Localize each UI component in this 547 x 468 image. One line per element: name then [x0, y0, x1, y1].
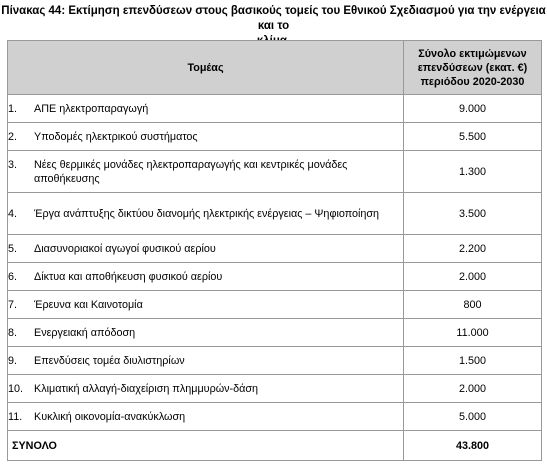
table-row: [8, 291, 542, 319]
total-value: 43.800: [404, 431, 542, 461]
sector-label: Υποδομές ηλεκτρικού συστήματος: [34, 130, 198, 143]
sector-label: Κλιματική αλλαγή-διαχείριση πλημμυρών-δάση: [34, 382, 259, 395]
row-number: 5.: [8, 242, 18, 255]
table-row: [8, 403, 542, 431]
table-row: [8, 319, 542, 347]
sector-cell: [8, 95, 404, 123]
value-cell: 5.500: [404, 123, 542, 151]
sector-cell: [8, 123, 404, 151]
sector-label: Διασυνοριακοί αγωγοί φυσικού αερίου: [34, 242, 216, 255]
sector-label: Έρευνα και Καινοτομία: [34, 298, 143, 311]
total-row: [8, 431, 542, 461]
value-cell: 1.300: [404, 151, 542, 193]
table-row: [8, 235, 542, 263]
row-number: 9.: [8, 354, 18, 367]
header-row: [8, 41, 542, 95]
sector-cell: [8, 375, 404, 403]
value-header-line-2: επενδύσεων (εκατ. €): [417, 61, 528, 74]
sector-label: Ενεργειακή απόδοση: [34, 326, 136, 339]
row-number: 6.: [8, 270, 18, 283]
row-number: 3.: [8, 158, 18, 171]
caption-line-1: Πίνακας 44: Εκτίμηση επενδύσεων στους βασικούς τομείς του Εθνικού Σχεδιασμού για την ενέργεια και το: [1, 5, 546, 32]
table-row: [8, 193, 542, 235]
sector-cell: [8, 263, 404, 291]
sector-cell: [8, 235, 404, 263]
table-row: [8, 123, 542, 151]
sector-cell: [8, 151, 404, 193]
table-row: [8, 151, 542, 193]
sector-label: Έργα ανάπτυξης δικτύου διανομής ηλεκτρικής ενέργειας – Ψηφιοποίηση: [34, 207, 380, 220]
row-number: 11.: [8, 410, 23, 423]
value-cell: 2.000: [404, 263, 542, 291]
value-cell: 5.000: [404, 403, 542, 431]
sector-label: Δίκτυα και αποθήκευση φυσικού αερίου: [34, 270, 223, 283]
value-cell: 2.200: [404, 235, 542, 263]
investment-table: [7, 40, 542, 461]
sector-column-header: Τομέας: [8, 41, 404, 95]
row-number: 10.: [8, 382, 24, 395]
value-cell: 2.000: [404, 375, 542, 403]
sector-cell: [8, 347, 404, 375]
value-cell: 11.000: [404, 319, 542, 347]
sector-label: ΑΠΕ ηλεκτροπαραγωγή: [34, 102, 149, 115]
sector-cell: [8, 403, 404, 431]
table-row: [8, 263, 542, 291]
value-cell: 3.500: [404, 193, 542, 235]
sector-label: Κυκλική οικονομία-ανακύκλωση: [34, 410, 186, 423]
table-row: [8, 347, 542, 375]
table-row: [8, 375, 542, 403]
total-label: ΣΥΝΟΛΟ: [8, 431, 404, 461]
row-number: 1.: [8, 102, 18, 115]
value-header-line-1: Σύνολο εκτιμώμενων: [418, 47, 527, 60]
value-cell: 800: [404, 291, 542, 319]
sector-label: Επενδύσεις τομέα διυλιστηρίων: [34, 354, 185, 367]
row-number: 8.: [8, 326, 18, 339]
row-number: 7.: [8, 298, 18, 311]
value-cell: 1.500: [404, 347, 542, 375]
sector-cell: [8, 291, 404, 319]
row-number: 4.: [8, 207, 18, 220]
sector-cell: [8, 193, 404, 235]
sector-cell: [8, 319, 404, 347]
sector-label: Νέες θερμικές μονάδες ηλεκτροπαραγωγής και κεντρικές μονάδες αποθήκευσης: [34, 158, 348, 185]
value-cell: 9.000: [404, 95, 542, 123]
value-header-line-3: περιόδου 2020-2030: [420, 75, 525, 88]
value-column-header: [404, 41, 542, 95]
row-number: 2.: [8, 130, 18, 143]
table-row: [8, 95, 542, 123]
